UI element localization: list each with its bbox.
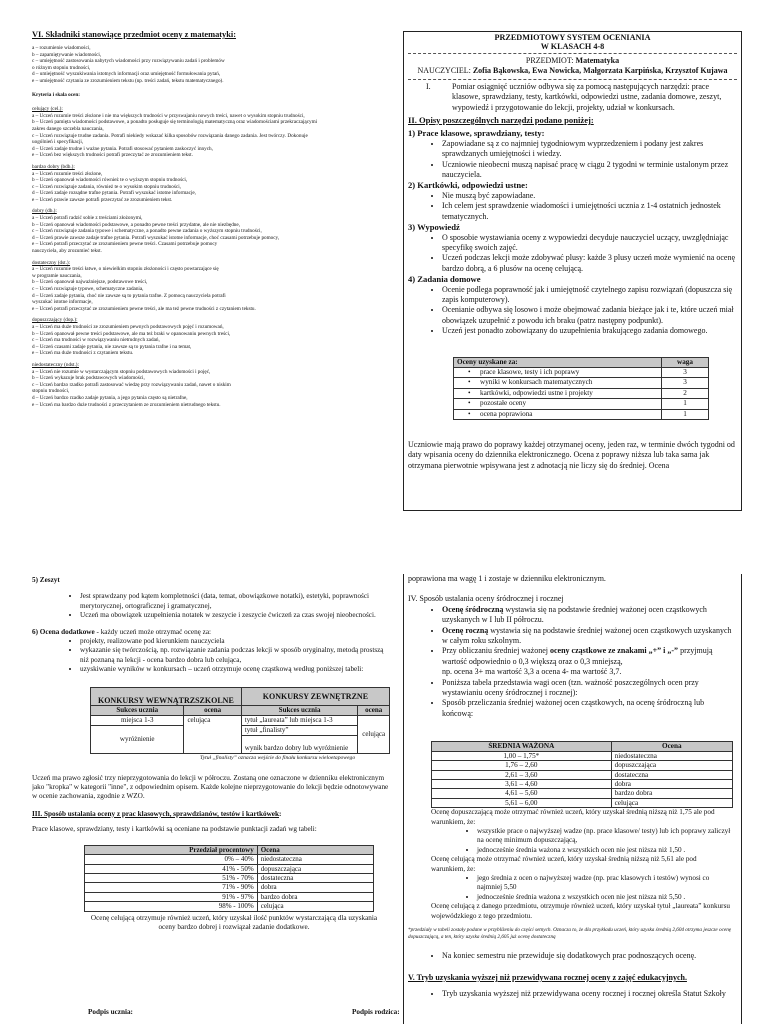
criteria-line: d – Uczeń zadaje trudne i ważne pytania. Potrafi stosować pytaniem zaskoczyć innych,: [32, 145, 213, 152]
p2-heading: 2) Kartkówki, odpowiedzi ustne:: [408, 180, 528, 191]
p1-list: [408, 139, 737, 181]
unprepared-paragraph: Uczeń ma prawo zgłosić trzy nieprzygotowania do lekcji w półroczu. Zostaną one oznaczone w dzienniku elektronicznym jako "kropka" w kategorii "inne", z odpowiednim opisem. Każde kolejne nieprzygotowanie do lekcji będzie odnotowywane w ocenie zachowania, zgodnie z WZO.: [32, 773, 389, 801]
criteria-line: b – Uczeń opanował wiadomości również te o wyższym stopniu trudności,: [32, 177, 188, 184]
table-row: [454, 378, 709, 388]
grade-name: dopuszczający (dop.):: [32, 317, 78, 324]
list-item: • O sposobie wystawiania oceny z wypowiedzi decyduje nauczyciel uczący, uwzględniając specyfikę swoich zajęć.: [442, 233, 737, 254]
list-item: d – umiejętność wyszukiwania istotnych informacji oraz umiejętność formułowania pytań,: [32, 71, 221, 78]
p6-heading: 6) Ocena dodatkowe: [32, 627, 95, 636]
criteria-line: a – Uczeń nie rozumie w wystarczającym stopniu podstawowych wiadomości i pojęć,: [32, 368, 211, 375]
subject-label: PRZEDMIOT:: [525, 56, 576, 65]
table-cell: tytuł „finalisty”: [241, 725, 358, 735]
criteria-line: d – Uczeń bardzo rzadko zadaje pytania, a jego pytania często są nietrafne,: [32, 394, 188, 401]
table-row: [454, 409, 709, 419]
table-cell: dobra: [611, 779, 732, 788]
table-cell: celująca: [358, 715, 390, 753]
table-cell: • wyniki w konkursach matematycznych: [454, 378, 662, 388]
criteria-line: a – Uczeń ma duże trudności ze zrozumieniem pewnych podstawowych pojęć i rozumowań,: [32, 323, 224, 330]
criteria-line: e – Uczeń potrafi przeczytać ze zrozumieniem pewne treści. Czasami potrzebuje pomocy: [32, 241, 218, 248]
criteria-line: e – Uczeń prawie zawsze potrafi przeczytać ze zrozumieniem tekst.: [32, 196, 173, 203]
sec3-colon: :: [279, 809, 282, 818]
table-cell: dostateczna: [257, 873, 373, 882]
table-row: [432, 770, 733, 779]
list-item: • wykazanie się twórczością, np. rozwiązanie zadania podczas lekcji w sposób oryginalny, metodą prostszą niż poznaną na lekcji - ocena bardzo dobra lub celująca,: [80, 646, 394, 665]
p5-list: [32, 592, 394, 620]
table-cell: bardzo dobra: [257, 892, 373, 901]
sec5-list: [408, 989, 737, 999]
grade-name: dobry (db.):: [32, 208, 57, 215]
table-row: [432, 779, 733, 788]
criteria-line: e – Uczeń ma duże trudności z czytaniem tekstu.: [32, 350, 134, 357]
subject-value: Matematyka: [575, 56, 620, 65]
table-row: [432, 798, 733, 807]
table-row: [85, 855, 374, 864]
dop-intro: Ocenę dopuszczającą może otrzymać również uczeń, który uzyskał średnią niższą niż 1,75 ale pod warunkiem, że:: [431, 808, 715, 826]
criteria-line: c – Uczeń rozwiązuje zadania, również te o wysokim stopniu trudności,: [32, 183, 181, 190]
grading-box: [403, 574, 742, 1024]
criteria-line: d – Uczeń prawie zawsze zadaje trafne pytania. Potrafi wyszukać istotne informacje, choć czasami potrzebuje pomocy,: [32, 234, 280, 241]
criteria-line: a – Uczeń potrafi radzić sobie z treściami złożonymi,: [32, 215, 143, 222]
table-row: [454, 399, 709, 409]
table-cell: dopuszczająca: [611, 761, 732, 770]
bullet-icon: •: [468, 378, 471, 387]
list-item: • Poniższa tabela przedstawia wagi ocen (tzn. ważność poszczególnych ocen przy wystawianiu oceny śródrocznej i rocznej):: [442, 678, 737, 699]
grade-name: celujący (cel.):: [32, 106, 63, 113]
criteria-line: a – Uczeń rozumie treści złożone,: [32, 170, 103, 177]
weights-table: [453, 357, 709, 420]
list-item: • Uczeń jest ponadto zobowiązany do uzupełnienia brakującego zadania domowego.: [442, 326, 737, 336]
list-item: • uzyskiwanie wyników w konkursach – uczeń otrzymuje ocenę cząstkową według poniższej tabeli:: [80, 665, 394, 674]
p2-list: [408, 191, 737, 222]
average-header-grade: Ocena: [611, 742, 732, 751]
criteria-line: b – Uczeń opanował najważniejsze, podstawowe treści,: [32, 279, 148, 286]
table-cell: 0% – 40%: [85, 855, 258, 864]
table-cell: 71% - 90%: [85, 883, 258, 892]
criteria-line: a – Uczeń rozumie treści złożone i nie ma większych trudności w przyswajaniu nowych treści, nawet o wysokim stopniu trudności,: [32, 112, 305, 119]
pso-subtitle: W KLASACH 4-8: [540, 42, 605, 51]
weights-header-weight: waga: [662, 357, 709, 367]
criteria-line: stopniu trudności,: [32, 388, 70, 395]
grade-block: [32, 106, 390, 159]
list-item: • jednocześnie średnia ważona z wszystkich ocen nie jest niższa niż 1,50 .: [477, 846, 731, 855]
criteria-line: b – Uczeń opanował pewne treści podstawowe, ale ma też braki w opanowaniu pewnych treści,: [32, 330, 231, 337]
dop-list: [431, 827, 731, 855]
criteria-line: e – Uczeń potrafi przeczytać ze zrozumieniem pewne treści, ale ma też pewne trudności z czytaniem tekstu.: [32, 305, 256, 312]
p4-list: [408, 285, 737, 337]
p3-list: [408, 233, 737, 275]
table-row: [85, 902, 374, 911]
list-item: • Tryb uzyskania wyższej niż przewidywana oceny rocznej i rocznej określa Statut Szkoły: [442, 989, 737, 999]
table-cell: • ocena poprawiona: [454, 409, 662, 419]
percent-header-range: Przedział procentowy: [85, 845, 258, 854]
table-cell: niedostateczna: [611, 751, 732, 760]
criteria-line: e – Uczeń bez większych trudności potrafi przeczytać ze zrozumieniem tekst.: [32, 152, 193, 159]
list-item: • Nie muszą być zapowiadane.: [442, 191, 737, 201]
criteria-line: d – Uczeń czasami zadaje pytania, nie zawsze są to pytania trafne i na temat,: [32, 343, 192, 350]
criteria-line: c – Uczeń rozwiązuje trudne zadania. Potrafi niekiedy wskazać kilka sposobów rozwiązania danego zadania. Jest twórczy. Dokonuje: [32, 132, 308, 139]
percent-table: [84, 845, 374, 912]
table-cell: 5,61 – 6,00: [432, 798, 612, 807]
average-table: [431, 741, 733, 808]
table-cell: niedostateczna: [257, 855, 373, 864]
table-row: [85, 883, 374, 892]
footnote: *przedziały w tabeli zostały podane w przybliżeniu do części setnych. Oznacza to, że dla przykładu uczeń, który uzyska średnią 2,604 otrzyma jeszcze ocenę dopuszczającą, a ten, który uzyska średnią 2,605 już ocenę dostateczną: [408, 927, 732, 940]
table-cell: 41% - 50%: [85, 864, 258, 873]
list-item: • Ocenę śródroczną wystawia się na podstawie średniej ważonej ocen cząstkowych uzyskanych w I lub II półroczu.: [442, 605, 737, 626]
sec4-heading: IV. Sposób ustalania oceny śródrocznej i rocznej: [408, 594, 564, 604]
p4-heading: 4) Zadania domowe: [408, 274, 481, 285]
list-item: b – zapamiętywanie wiadomości,: [32, 51, 102, 58]
table-row: [85, 892, 374, 901]
criteria-line: d – Uczeń zadaje pytania, choć nie zawsze są to pytania trafne. Z pomocą nauczyciela potrafi: [32, 292, 226, 299]
table-cell: miejsca 1-3: [91, 715, 184, 725]
contests-grade-header: ocena: [358, 705, 390, 715]
criteria-line: nauczyciela, aby zrozumieć tekst.: [32, 248, 102, 255]
weights-header-items: Oceny uzyskane za:: [454, 357, 662, 367]
p6-list: [32, 637, 394, 675]
finalist-note: Tytuł „finalisty” oznacza wejście do finału konkursu wieloetapowego: [200, 754, 356, 761]
criteria-line: c – Uczeń ma trudności w rozwiązywaniu nietrudnych zadań,: [32, 337, 160, 344]
table-row: [454, 388, 709, 398]
contests-table: [90, 687, 390, 754]
list-item: • Ocenę roczną wystawia się na podstawie średniej ważonej ocen cząstkowych uzyskanych w całym roku szkolnym.: [442, 626, 737, 647]
grade-block: [32, 164, 390, 204]
list-item: • Na koniec semestru nie przewiduje się dodatkowych prac podnoszących ocenę.: [442, 951, 737, 961]
cel-extra: Ocenę celującą z danego przedmiotu, otrzymuje również uczeń, który uzyskał tytuł „laureata” konkursu wojewódzkiego z tego przedmiotu.: [431, 902, 730, 920]
contests-success-header: Sukces ucznia: [241, 705, 358, 715]
table-cell: celująca: [257, 902, 373, 911]
table-cell: 1: [662, 409, 709, 419]
list-item: • Uczeń podczas lekcji może zdobywać plusy: każde 3 plusy uczeń może wymienić na ocenę bardzo dobrą, a 6 plusów na ocenę celującą.: [442, 253, 737, 274]
criteria-line: wyszukać istotne informacje,: [32, 299, 93, 306]
criteria-line: zakres danego szczebla nauczania,: [32, 125, 104, 132]
table-cell: 1,00 – 1,75*: [432, 751, 612, 760]
criteria-line: uogólnień i specyfikacji,: [32, 139, 84, 146]
table-cell: 3: [662, 367, 709, 377]
table-cell: celująca: [184, 715, 241, 753]
table-cell: dobra: [257, 883, 373, 892]
list-item: a – rozumienie wiadomości,: [32, 45, 91, 51]
criteria-title: Kryteria i skala ocen:: [32, 91, 80, 98]
grade-block: [32, 317, 390, 357]
bullet-icon: •: [468, 388, 471, 397]
contests-success-header: Sukces ucznia: [91, 705, 184, 715]
table-cell: 51% - 70%: [85, 873, 258, 882]
criteria-column: [32, 30, 390, 500]
list-item: • Ocenianie odbywa się losowo i może obejmować zadania bieżące jak i te, które uczeń miał obowiązek uzupełnić z powodu ich braku (patrz następny podpunkt).: [442, 305, 737, 326]
tools-continued-column: [32, 576, 394, 1024]
p6-intro: - każdy uczeń może otrzymać ocenę za:: [94, 627, 212, 636]
student-signature-label: Podpis ucznia:: [88, 1008, 133, 1016]
sec4-list: [408, 605, 737, 719]
p1-heading: 1) Prace klasowe, sprawdziany, testy:: [408, 128, 545, 139]
table-row: [85, 864, 374, 873]
list-item: • jego średnia z ocen o najwyższej wadze (np. prac klasowych i testów) wynosi co najmniej 5,50: [477, 874, 731, 893]
list-item: c – umiejętność zastosowania nabytych wiadomości przy rozwiązywaniu zadań i problemów: [32, 58, 225, 65]
table-cell: 98% - 100%: [85, 902, 258, 911]
table-cell: 2,61 – 3,60: [432, 770, 612, 779]
table-row: [432, 751, 733, 760]
cel-intro: Ocenę celującą może otrzymać również uczeń, który uzyskał średnią niższą niż 5,61 ale pod warunkiem, że:: [431, 855, 697, 873]
contests-external-header: KONKURSY ZEWNĘTRZNE: [241, 687, 389, 705]
criteria-line: b – Uczeń opanował wiadomości podstawowe, a ponadto pewne treści przydatne, ale nie niezbędne,: [32, 221, 241, 228]
sec1-text: Pomiar osiągnięć uczniów odbywa się za pomocą następujących narzędzi: prace klasowe, sprawdziany, testy, kartkówki, odpowiedzi ustne, zadania domowe, zeszyt, wypowiedź i przygotowanie do lekcji, projekty, udział w konkursach.: [452, 81, 722, 112]
table-cell: 3,61 – 4,60: [432, 779, 612, 788]
section-vi-heading: VI. Składniki stanowiące przedmiot oceny z matematyki:: [32, 30, 237, 39]
grade-name: bardzo dobry (bdb.):: [32, 163, 75, 170]
retake-paragraph: Uczniowie mają prawo do poprawy każdej otrzymanej oceny, jeden raz, w terminie dwóch tygodni od daty wpisania oceny do dziennika elektronicznego. Ocena z poprawy niższa lub taka sama jak otrzymana pierwotnie wpisywana jest z adnotacją nie liczy się do średniej. Ocena: [408, 440, 735, 470]
bullet-icon: •: [468, 409, 471, 418]
list-item: e – umiejętność czytania ze zrozumieniem tekstu (np. treści zadań, tekstu matematycznego).: [32, 77, 224, 84]
table-cell: 91% - 97%: [85, 892, 258, 901]
grade-name: niedostateczny (ndst.):: [32, 361, 79, 368]
table-cell: bardzo dobra: [611, 789, 732, 798]
criteria-line: d – Uczeń zadaje rozsądne trafne pytania. Potrafi wyszukać istotne informacje,: [32, 190, 196, 197]
criteria-line: c – Uczeń rozwiązuje typowe, schematyczne zadania,: [32, 286, 144, 292]
table-row: [432, 761, 733, 770]
table-row: [85, 873, 374, 882]
grade-name: dostateczny (dst.):: [32, 259, 71, 266]
teachers-label: NAUCZYCIEL:: [417, 66, 473, 76]
list-item: • Zapowiadane są z co najmniej tygodniowym wyprzedzeniem i podany jest zakres sprawdzanych umiejętności i wiedzy.: [442, 139, 737, 160]
table-cell: celująca: [611, 798, 732, 807]
average-header-range: ŚREDNIA WAŻONA: [432, 742, 612, 751]
table-cell: 1: [662, 399, 709, 409]
table-cell: dopuszczająca: [257, 864, 373, 873]
p5-heading: 5) Zeszyt: [32, 576, 60, 584]
criteria-line: b – Uczeń wykazuje brak podstawowych wiadomości,: [32, 375, 145, 382]
criteria-line: w programie nauczania,: [32, 272, 82, 279]
criteria-line: e – Uczeń ma bardzo duże trudności z przeczytaniem ze zrozumieniem nietrudnego tekstu.: [32, 401, 221, 408]
list-item: • Uczniowie nieobecni muszą napisać pracę w ciągu 2 tygodni w terminie ustalonym przez nauczyciela.: [442, 160, 737, 181]
grade-block: [32, 208, 390, 254]
p3-heading: 3) Wypowiedź: [408, 222, 460, 233]
cel-list: [431, 874, 731, 902]
grade-block: [32, 362, 390, 408]
percent-note: Ocenę celującą otrzymuje również uczeń, który uzyskał ilość punktów wystarczającą dla uzyskania oceny bardzo dobrej i rozwiązał zadanie dodatkowe.: [90, 913, 378, 931]
table-cell: dostateczna: [611, 770, 732, 779]
grade-block: [32, 260, 390, 313]
list-item: • wszystkie prace o najwyższej wadze (np. prace klasowe/ testy) lub ich poprawy zaliczył na ocenę minimum dopuszczającą,: [477, 827, 731, 846]
table-row: [432, 789, 733, 798]
bullet-icon: •: [468, 399, 471, 408]
table-cell: 2: [662, 388, 709, 398]
pso-title: PRZEDMIOTOWY SYSTEM OCENIANIA: [494, 33, 651, 42]
list-item: • projekty, realizowane pod kierunkiem nauczyciela: [80, 637, 394, 646]
list-item: • Przy obliczaniu średniej ważonej oceny cząstkowe ze znakami „+” i „-” przyjmują wartość odpowiednio o 0,3 większą oraz o 0,3 mniejszą, np. ocena 3+ ma wartość 3,3 a ocena 4- ma wartość 3,7.: [442, 646, 737, 677]
table-row: [454, 367, 709, 377]
table-cell: wynik bardzo dobry lub wyróżnienie: [241, 735, 358, 753]
contests-grade-header: ocena: [184, 705, 241, 715]
criteria-line: c – Uczeń rozwiązuje zadania typowe i schematyczne, a ponadto pewne zadania o wyższym stopniu trudności,: [32, 228, 262, 235]
list-item: • jednocześnie średnia ważona z wszystkich ocen nie jest niższa niż 5,50 .: [477, 893, 731, 902]
pso-box: [403, 31, 742, 511]
bullet-icon: •: [468, 367, 471, 376]
table-cell: 3: [662, 378, 709, 388]
table-cell: • prace klasowe, testy i ich poprawy: [454, 367, 662, 377]
list-item: • Sposób przeliczania średniej ważonej ocen cząstkowych, na ocenę śródroczną lub końcową:: [442, 698, 737, 719]
criteria-line: a – Uczeń rozumie treści łatwe, o niewielkim stopniu złożoności i często powtarzające się: [32, 266, 219, 273]
table-cell: 4,61 – 5,60: [432, 789, 612, 798]
sec3-text: Prace klasowe, sprawdziany, testy i kartkówki są oceniane na podstawie punktacji zadań wg tabeli:: [32, 825, 317, 834]
contests-internal-header: KONKURSY WEWNĄTRZSZKOLNE: [91, 687, 242, 705]
sec5-heading: V. Tryb uzyskania wyższej niż przewidywana rocznej oceny z zajęć edukacyjnych.: [408, 973, 687, 982]
list-item: • Ich celem jest sprawdzenie wiadomości i umiejętności ucznia z 1-4 ostatnich jednostek tematycznych.: [442, 201, 737, 222]
criteria-line: c – Uczeń bardzo rzadko potrafi zastosować wiedzę przy rozwiązywaniu zadań, nawet o niskim: [32, 381, 231, 388]
table-cell: wyróżnienie: [91, 725, 184, 753]
table-cell: tytuł „laureata” lub miejsca 1-3: [241, 715, 358, 725]
table-cell: • pozostałe oceny: [454, 399, 662, 409]
sec1-number: I.: [426, 81, 431, 91]
teachers-value: Zofia Bąkowska, Ewa Nowicka, Małgorzata Karpińska, Krzysztof Kujawa: [472, 66, 728, 76]
retake-continued: poprawiona ma wagę 1 i zostaje w dzienniku elektronicznym.: [408, 574, 606, 583]
sec2-heading: II. Opisy poszczególnych narzędzi podano poniżej:: [408, 115, 594, 126]
percent-header-grade: Ocena: [257, 845, 373, 854]
components-list: [32, 45, 390, 85]
end-list: [408, 951, 737, 961]
table-cell: 1,76 – 2,60: [432, 761, 612, 770]
table-cell: • kartkówki, odpowiedzi ustne i projekty: [454, 388, 662, 398]
list-item: • Jest sprawdzany pod kątem kompletności (data, temat, obowiązkowe notatki), estetyki, poprawności merytorycznej, ortograficznej i gramatycznej,: [80, 592, 394, 611]
parent-signature-label: Podpis rodzica:: [352, 1008, 400, 1016]
list-item: o różnym stopniu trudności,: [32, 64, 91, 71]
sec3-heading: III. Sposób ustalania oceny z prac klasowych, sprawdzianów, testów i kartkówek: [32, 809, 279, 818]
list-item: • Uczeń ma obowiązek uzupełnienia notatek w zeszycie i zeszycie ćwiczeń za czas swojej nieobecności.: [80, 611, 394, 620]
criteria-line: b – Uczeń pamięta wiadomości podstawowe, a ponadto posługuje się terminologią matematyczną oraz wiadomościami przekraczającymi: [32, 119, 318, 126]
grade-criteria: [32, 106, 390, 408]
list-item: • Ocenie podlega poprawność jak i umiejętność czytelnego zapisu rozwiązań (dopuszcza się zapis komputerowy).: [442, 285, 737, 306]
